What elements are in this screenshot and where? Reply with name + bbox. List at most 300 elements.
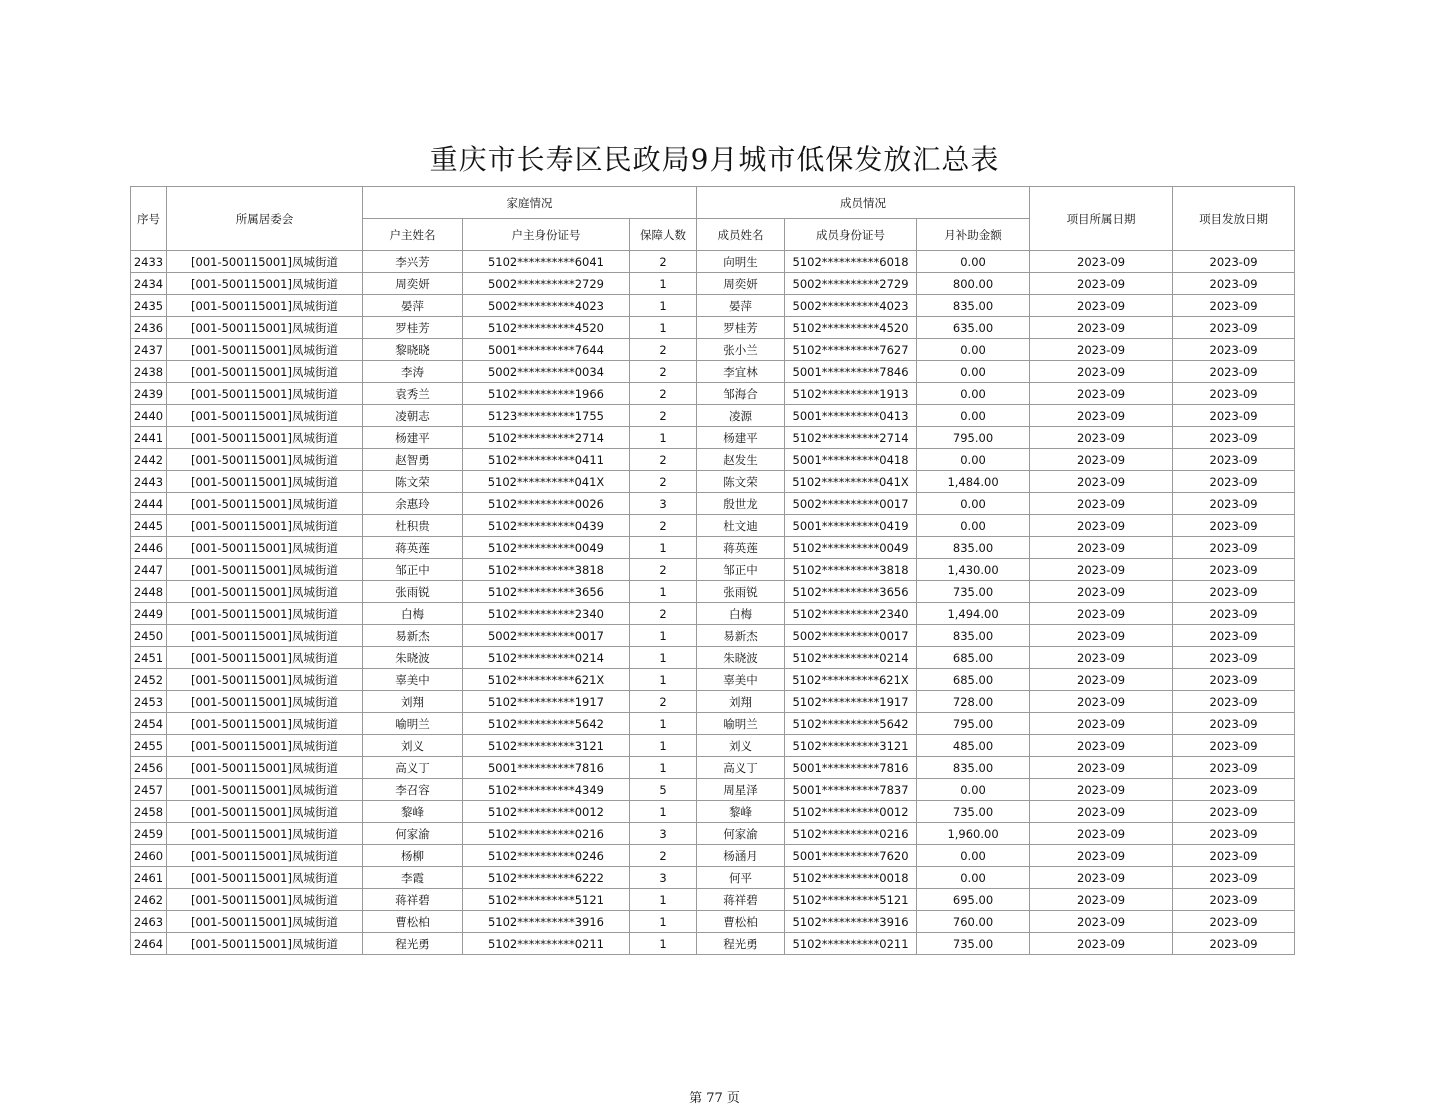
- cell-count: 1: [630, 801, 697, 823]
- cell-release-date: 2023-09: [1173, 317, 1295, 339]
- cell-head-id: 5102**********5121: [463, 889, 630, 911]
- cell-head-id: 5102**********6041: [463, 251, 630, 273]
- cell-count: 2: [630, 339, 697, 361]
- cell-count: 2: [630, 845, 697, 867]
- cell-head-id: 5102**********6222: [463, 867, 630, 889]
- cell-amount: 795.00: [917, 427, 1030, 449]
- cell-committee: [001-500115001]凤城街道: [167, 911, 363, 933]
- cell-seq: 2453: [131, 691, 167, 713]
- cell-count: 3: [630, 823, 697, 845]
- table-row: [131, 405, 1295, 427]
- cell-count: 1: [630, 911, 697, 933]
- cell-project-date: 2023-09: [1030, 427, 1173, 449]
- cell-project-date: 2023-09: [1030, 823, 1173, 845]
- table-row: [131, 801, 1295, 823]
- cell-seq: 2464: [131, 933, 167, 955]
- cell-committee: [001-500115001]凤城街道: [167, 515, 363, 537]
- cell-head-id: 5102**********0049: [463, 537, 630, 559]
- cell-count: 1: [630, 295, 697, 317]
- cell-member-name: 李宜林: [697, 361, 785, 383]
- cell-head-id: 5102**********2714: [463, 427, 630, 449]
- cell-seq: 2458: [131, 801, 167, 823]
- cell-amount: 0.00: [917, 449, 1030, 471]
- cell-member-name: 陈文荣: [697, 471, 785, 493]
- cell-seq: 2440: [131, 405, 167, 427]
- cell-release-date: 2023-09: [1173, 779, 1295, 801]
- cell-release-date: 2023-09: [1173, 427, 1295, 449]
- cell-member-name: 朱晓波: [697, 647, 785, 669]
- cell-release-date: 2023-09: [1173, 669, 1295, 691]
- cell-head-name: 辜美中: [363, 669, 463, 691]
- table-row: [131, 603, 1295, 625]
- cell-project-date: 2023-09: [1030, 251, 1173, 273]
- table-row: [131, 933, 1295, 955]
- cell-release-date: 2023-09: [1173, 493, 1295, 515]
- cell-head-name: 易新杰: [363, 625, 463, 647]
- cell-amount: 0.00: [917, 361, 1030, 383]
- cell-head-name: 杨柳: [363, 845, 463, 867]
- cell-amount: 800.00: [917, 273, 1030, 295]
- cell-seq: 2452: [131, 669, 167, 691]
- cell-committee: [001-500115001]凤城街道: [167, 933, 363, 955]
- cell-member-id: 5002**********4023: [785, 295, 917, 317]
- cell-head-name: 杨建平: [363, 427, 463, 449]
- cell-project-date: 2023-09: [1030, 515, 1173, 537]
- table-row: [131, 251, 1295, 273]
- cell-amount: 0.00: [917, 383, 1030, 405]
- header-member-name: 成员姓名: [697, 219, 785, 251]
- cell-member-name: 向明生: [697, 251, 785, 273]
- cell-member-id: 5102**********2714: [785, 427, 917, 449]
- cell-member-name: 赵发生: [697, 449, 785, 471]
- cell-release-date: 2023-09: [1173, 845, 1295, 867]
- cell-head-name: 罗桂芳: [363, 317, 463, 339]
- cell-count: 1: [630, 581, 697, 603]
- cell-project-date: 2023-09: [1030, 273, 1173, 295]
- cell-count: 1: [630, 647, 697, 669]
- cell-member-name: 刘义: [697, 735, 785, 757]
- cell-member-id: 5102**********3121: [785, 735, 917, 757]
- cell-committee: [001-500115001]凤城街道: [167, 625, 363, 647]
- cell-seq: 2462: [131, 889, 167, 911]
- cell-amount: 795.00: [917, 713, 1030, 735]
- cell-member-id: 5102**********6018: [785, 251, 917, 273]
- cell-committee: [001-500115001]凤城街道: [167, 295, 363, 317]
- cell-release-date: 2023-09: [1173, 251, 1295, 273]
- cell-member-name: 张小兰: [697, 339, 785, 361]
- cell-head-id: 5102**********0439: [463, 515, 630, 537]
- cell-release-date: 2023-09: [1173, 449, 1295, 471]
- cell-project-date: 2023-09: [1030, 405, 1173, 427]
- table-row: [131, 515, 1295, 537]
- table-row: [131, 383, 1295, 405]
- cell-committee: [001-500115001]凤城街道: [167, 273, 363, 295]
- table-row: [131, 669, 1295, 691]
- cell-count: 2: [630, 691, 697, 713]
- cell-project-date: 2023-09: [1030, 669, 1173, 691]
- cell-project-date: 2023-09: [1030, 361, 1173, 383]
- cell-project-date: 2023-09: [1030, 867, 1173, 889]
- cell-project-date: 2023-09: [1030, 889, 1173, 911]
- cell-seq: 2436: [131, 317, 167, 339]
- cell-amount: 0.00: [917, 779, 1030, 801]
- cell-member-name: 杜文迪: [697, 515, 785, 537]
- cell-member-id: 5102**********5121: [785, 889, 917, 911]
- cell-head-id: 5102**********4349: [463, 779, 630, 801]
- cell-count: 2: [630, 361, 697, 383]
- cell-committee: [001-500115001]凤城街道: [167, 603, 363, 625]
- cell-head-name: 凌朝志: [363, 405, 463, 427]
- cell-seq: 2443: [131, 471, 167, 493]
- page-title: 重庆市长寿区民政局9月城市低保发放汇总表: [429, 143, 1000, 176]
- table-row: [131, 779, 1295, 801]
- cell-amount: 1,960.00: [917, 823, 1030, 845]
- cell-member-name: 曹松柏: [697, 911, 785, 933]
- cell-release-date: 2023-09: [1173, 361, 1295, 383]
- table-row: [131, 273, 1295, 295]
- cell-count: 1: [630, 713, 697, 735]
- cell-amount: 0.00: [917, 405, 1030, 427]
- cell-count: 1: [630, 317, 697, 339]
- header-head-id: 户主身份证号: [463, 219, 630, 251]
- header-project-date: 项目所属日期: [1030, 187, 1173, 251]
- cell-member-name: 程光勇: [697, 933, 785, 955]
- cell-project-date: 2023-09: [1030, 933, 1173, 955]
- header-member-group: 成员情况: [697, 187, 1030, 219]
- cell-committee: [001-500115001]凤城街道: [167, 647, 363, 669]
- cell-member-id: 5102**********5642: [785, 713, 917, 735]
- cell-committee: [001-500115001]凤城街道: [167, 317, 363, 339]
- cell-release-date: 2023-09: [1173, 405, 1295, 427]
- cell-seq: 2451: [131, 647, 167, 669]
- cell-committee: [001-500115001]凤城街道: [167, 427, 363, 449]
- cell-member-name: 何平: [697, 867, 785, 889]
- table-row: [131, 867, 1295, 889]
- cell-committee: [001-500115001]凤城街道: [167, 361, 363, 383]
- cell-count: 1: [630, 625, 697, 647]
- cell-head-name: 晏萍: [363, 295, 463, 317]
- table-row: [131, 339, 1295, 361]
- cell-member-id: 5002**********0017: [785, 493, 917, 515]
- cell-head-name: 刘义: [363, 735, 463, 757]
- cell-seq: 2460: [131, 845, 167, 867]
- cell-seq: 2455: [131, 735, 167, 757]
- cell-head-id: 5102**********1966: [463, 383, 630, 405]
- cell-member-id: 5001**********7837: [785, 779, 917, 801]
- cell-project-date: 2023-09: [1030, 581, 1173, 603]
- cell-project-date: 2023-09: [1030, 603, 1173, 625]
- cell-head-id: 5102**********3916: [463, 911, 630, 933]
- cell-seq: 2444: [131, 493, 167, 515]
- cell-count: 2: [630, 603, 697, 625]
- cell-head-name: 李兴芳: [363, 251, 463, 273]
- cell-head-id: 5102**********0026: [463, 493, 630, 515]
- header-amount: 月补助金额: [917, 219, 1030, 251]
- table-row: [131, 713, 1295, 735]
- cell-member-id: 5102**********2340: [785, 603, 917, 625]
- cell-count: 1: [630, 669, 697, 691]
- cell-seq: 2442: [131, 449, 167, 471]
- cell-count: 1: [630, 933, 697, 955]
- cell-member-id: 5102**********0049: [785, 537, 917, 559]
- cell-head-name: 朱晓波: [363, 647, 463, 669]
- cell-member-id: 5102**********1913: [785, 383, 917, 405]
- cell-head-id: 5123**********1755: [463, 405, 630, 427]
- cell-amount: 1,494.00: [917, 603, 1030, 625]
- cell-release-date: 2023-09: [1173, 537, 1295, 559]
- cell-seq: 2433: [131, 251, 167, 273]
- table-row: [131, 911, 1295, 933]
- cell-head-name: 白梅: [363, 603, 463, 625]
- cell-head-id: 5001**********7644: [463, 339, 630, 361]
- cell-committee: [001-500115001]凤城街道: [167, 581, 363, 603]
- cell-head-name: 程光勇: [363, 933, 463, 955]
- cell-project-date: 2023-09: [1030, 713, 1173, 735]
- cell-member-name: 杨涵月: [697, 845, 785, 867]
- cell-project-date: 2023-09: [1030, 801, 1173, 823]
- cell-member-id: 5102**********4520: [785, 317, 917, 339]
- cell-member-name: 周星泽: [697, 779, 785, 801]
- cell-release-date: 2023-09: [1173, 603, 1295, 625]
- cell-project-date: 2023-09: [1030, 779, 1173, 801]
- cell-member-name: 白梅: [697, 603, 785, 625]
- cell-committee: [001-500115001]凤城街道: [167, 405, 363, 427]
- cell-amount: 835.00: [917, 537, 1030, 559]
- cell-project-date: 2023-09: [1030, 735, 1173, 757]
- cell-amount: 760.00: [917, 911, 1030, 933]
- cell-committee: [001-500115001]凤城街道: [167, 889, 363, 911]
- cell-head-id: 5102**********041X: [463, 471, 630, 493]
- cell-count: 2: [630, 251, 697, 273]
- cell-release-date: 2023-09: [1173, 867, 1295, 889]
- cell-member-id: 5102**********0211: [785, 933, 917, 955]
- table-row: [131, 581, 1295, 603]
- cell-member-name: 邹正中: [697, 559, 785, 581]
- cell-head-name: 邹正中: [363, 559, 463, 581]
- cell-seq: 2459: [131, 823, 167, 845]
- cell-release-date: 2023-09: [1173, 757, 1295, 779]
- table-row: [131, 295, 1295, 317]
- cell-member-id: 5102**********0018: [785, 867, 917, 889]
- cell-head-id: 5002**********0017: [463, 625, 630, 647]
- header-family-group: 家庭情况: [363, 187, 697, 219]
- cell-member-id: 5001**********0413: [785, 405, 917, 427]
- cell-head-name: 袁秀兰: [363, 383, 463, 405]
- cell-count: 2: [630, 471, 697, 493]
- page-number: 第 77 页: [689, 1091, 740, 1106]
- cell-project-date: 2023-09: [1030, 691, 1173, 713]
- header-count: 保障人数: [630, 219, 697, 251]
- cell-seq: 2446: [131, 537, 167, 559]
- cell-seq: 2461: [131, 867, 167, 889]
- cell-head-name: 黎晓晓: [363, 339, 463, 361]
- table-row: [131, 889, 1295, 911]
- cell-release-date: 2023-09: [1173, 581, 1295, 603]
- cell-project-date: 2023-09: [1030, 911, 1173, 933]
- cell-head-id: 5002**********4023: [463, 295, 630, 317]
- cell-project-date: 2023-09: [1030, 383, 1173, 405]
- cell-member-name: 蒋祥碧: [697, 889, 785, 911]
- relief-summary-table: [130, 186, 1295, 955]
- cell-head-id: 5102**********3656: [463, 581, 630, 603]
- cell-release-date: 2023-09: [1173, 515, 1295, 537]
- cell-project-date: 2023-09: [1030, 339, 1173, 361]
- cell-member-id: 5002**********0017: [785, 625, 917, 647]
- cell-amount: 735.00: [917, 933, 1030, 955]
- table-row: [131, 625, 1295, 647]
- cell-project-date: 2023-09: [1030, 449, 1173, 471]
- cell-project-date: 2023-09: [1030, 757, 1173, 779]
- cell-release-date: 2023-09: [1173, 823, 1295, 845]
- cell-amount: 728.00: [917, 691, 1030, 713]
- cell-committee: [001-500115001]凤城街道: [167, 383, 363, 405]
- cell-seq: 2438: [131, 361, 167, 383]
- cell-head-name: 周奕妍: [363, 273, 463, 295]
- cell-head-name: 蒋祥碧: [363, 889, 463, 911]
- table-row: [131, 427, 1295, 449]
- cell-committee: [001-500115001]凤城街道: [167, 537, 363, 559]
- cell-amount: 485.00: [917, 735, 1030, 757]
- cell-count: 1: [630, 273, 697, 295]
- cell-amount: 0.00: [917, 493, 1030, 515]
- cell-project-date: 2023-09: [1030, 493, 1173, 515]
- cell-seq: 2450: [131, 625, 167, 647]
- cell-amount: 0.00: [917, 867, 1030, 889]
- cell-head-name: 刘翔: [363, 691, 463, 713]
- cell-member-name: 周奕妍: [697, 273, 785, 295]
- cell-committee: [001-500115001]凤城街道: [167, 471, 363, 493]
- cell-head-name: 杜积贵: [363, 515, 463, 537]
- cell-head-name: 高义丁: [363, 757, 463, 779]
- cell-release-date: 2023-09: [1173, 383, 1295, 405]
- table-row: [131, 493, 1295, 515]
- cell-amount: 1,484.00: [917, 471, 1030, 493]
- cell-committee: [001-500115001]凤城街道: [167, 757, 363, 779]
- table-row: [131, 757, 1295, 779]
- cell-head-id: 5102**********0411: [463, 449, 630, 471]
- cell-member-name: 杨建平: [697, 427, 785, 449]
- cell-project-date: 2023-09: [1030, 559, 1173, 581]
- cell-amount: 0.00: [917, 515, 1030, 537]
- cell-release-date: 2023-09: [1173, 933, 1295, 955]
- cell-release-date: 2023-09: [1173, 647, 1295, 669]
- table-row: [131, 537, 1295, 559]
- cell-member-name: 凌源: [697, 405, 785, 427]
- cell-head-name: 李霞: [363, 867, 463, 889]
- cell-count: 1: [630, 889, 697, 911]
- header-committee: 所属居委会: [167, 187, 363, 251]
- cell-member-id: 5001**********7620: [785, 845, 917, 867]
- cell-member-id: 5102**********3656: [785, 581, 917, 603]
- cell-head-name: 张雨锐: [363, 581, 463, 603]
- cell-member-name: 罗桂芳: [697, 317, 785, 339]
- cell-count: 2: [630, 449, 697, 471]
- cell-amount: 0.00: [917, 251, 1030, 273]
- cell-project-date: 2023-09: [1030, 295, 1173, 317]
- cell-project-date: 2023-09: [1030, 647, 1173, 669]
- cell-release-date: 2023-09: [1173, 801, 1295, 823]
- cell-head-id: 5102**********2340: [463, 603, 630, 625]
- cell-head-id: 5102**********0246: [463, 845, 630, 867]
- cell-amount: 685.00: [917, 669, 1030, 691]
- cell-committee: [001-500115001]凤城街道: [167, 735, 363, 757]
- cell-count: 2: [630, 559, 697, 581]
- cell-seq: 2437: [131, 339, 167, 361]
- table-row: [131, 449, 1295, 471]
- cell-committee: [001-500115001]凤城街道: [167, 669, 363, 691]
- cell-head-id: 5102**********3121: [463, 735, 630, 757]
- cell-count: 1: [630, 757, 697, 779]
- cell-member-id: 5002**********2729: [785, 273, 917, 295]
- cell-amount: 835.00: [917, 295, 1030, 317]
- table-row: [131, 317, 1295, 339]
- cell-amount: 0.00: [917, 339, 1030, 361]
- cell-head-id: 5001**********7816: [463, 757, 630, 779]
- cell-count: 1: [630, 735, 697, 757]
- cell-member-name: 高义丁: [697, 757, 785, 779]
- cell-count: 1: [630, 537, 697, 559]
- cell-release-date: 2023-09: [1173, 273, 1295, 295]
- cell-amount: 835.00: [917, 625, 1030, 647]
- cell-head-id: 5102**********0211: [463, 933, 630, 955]
- cell-committee: [001-500115001]凤城街道: [167, 251, 363, 273]
- header-seq: 序号: [131, 187, 167, 251]
- cell-head-name: 余惠玲: [363, 493, 463, 515]
- cell-seq: 2449: [131, 603, 167, 625]
- cell-head-id: 5102**********4520: [463, 317, 630, 339]
- cell-project-date: 2023-09: [1030, 845, 1173, 867]
- cell-member-name: 蒋英莲: [697, 537, 785, 559]
- cell-head-id: 5102**********0012: [463, 801, 630, 823]
- cell-member-name: 易新杰: [697, 625, 785, 647]
- cell-release-date: 2023-09: [1173, 471, 1295, 493]
- cell-amount: 735.00: [917, 581, 1030, 603]
- header-release-date: 项目发放日期: [1173, 187, 1295, 251]
- cell-seq: 2457: [131, 779, 167, 801]
- cell-committee: [001-500115001]凤城街道: [167, 339, 363, 361]
- cell-head-name: 陈文荣: [363, 471, 463, 493]
- cell-head-name: 李召容: [363, 779, 463, 801]
- cell-seq: 2456: [131, 757, 167, 779]
- cell-seq: 2434: [131, 273, 167, 295]
- cell-member-id: 5102**********3916: [785, 911, 917, 933]
- cell-count: 3: [630, 867, 697, 889]
- table-row: [131, 559, 1295, 581]
- cell-project-date: 2023-09: [1030, 317, 1173, 339]
- cell-head-name: 蒋英莲: [363, 537, 463, 559]
- cell-member-id: 5102**********0012: [785, 801, 917, 823]
- cell-member-id: 5102**********3818: [785, 559, 917, 581]
- cell-seq: 2445: [131, 515, 167, 537]
- cell-committee: [001-500115001]凤城街道: [167, 779, 363, 801]
- header-member-id: 成员身份证号: [785, 219, 917, 251]
- cell-head-name: 黎峰: [363, 801, 463, 823]
- cell-count: 1: [630, 427, 697, 449]
- cell-amount: 835.00: [917, 757, 1030, 779]
- cell-member-id: 5102**********621X: [785, 669, 917, 691]
- cell-release-date: 2023-09: [1173, 559, 1295, 581]
- cell-committee: [001-500115001]凤城街道: [167, 867, 363, 889]
- cell-head-id: 5102**********0214: [463, 647, 630, 669]
- cell-seq: 2454: [131, 713, 167, 735]
- cell-member-id: 5001**********0419: [785, 515, 917, 537]
- cell-member-id: 5102**********041X: [785, 471, 917, 493]
- table-row: [131, 735, 1295, 757]
- cell-seq: 2447: [131, 559, 167, 581]
- cell-amount: 0.00: [917, 845, 1030, 867]
- cell-release-date: 2023-09: [1173, 735, 1295, 757]
- cell-count: 5: [630, 779, 697, 801]
